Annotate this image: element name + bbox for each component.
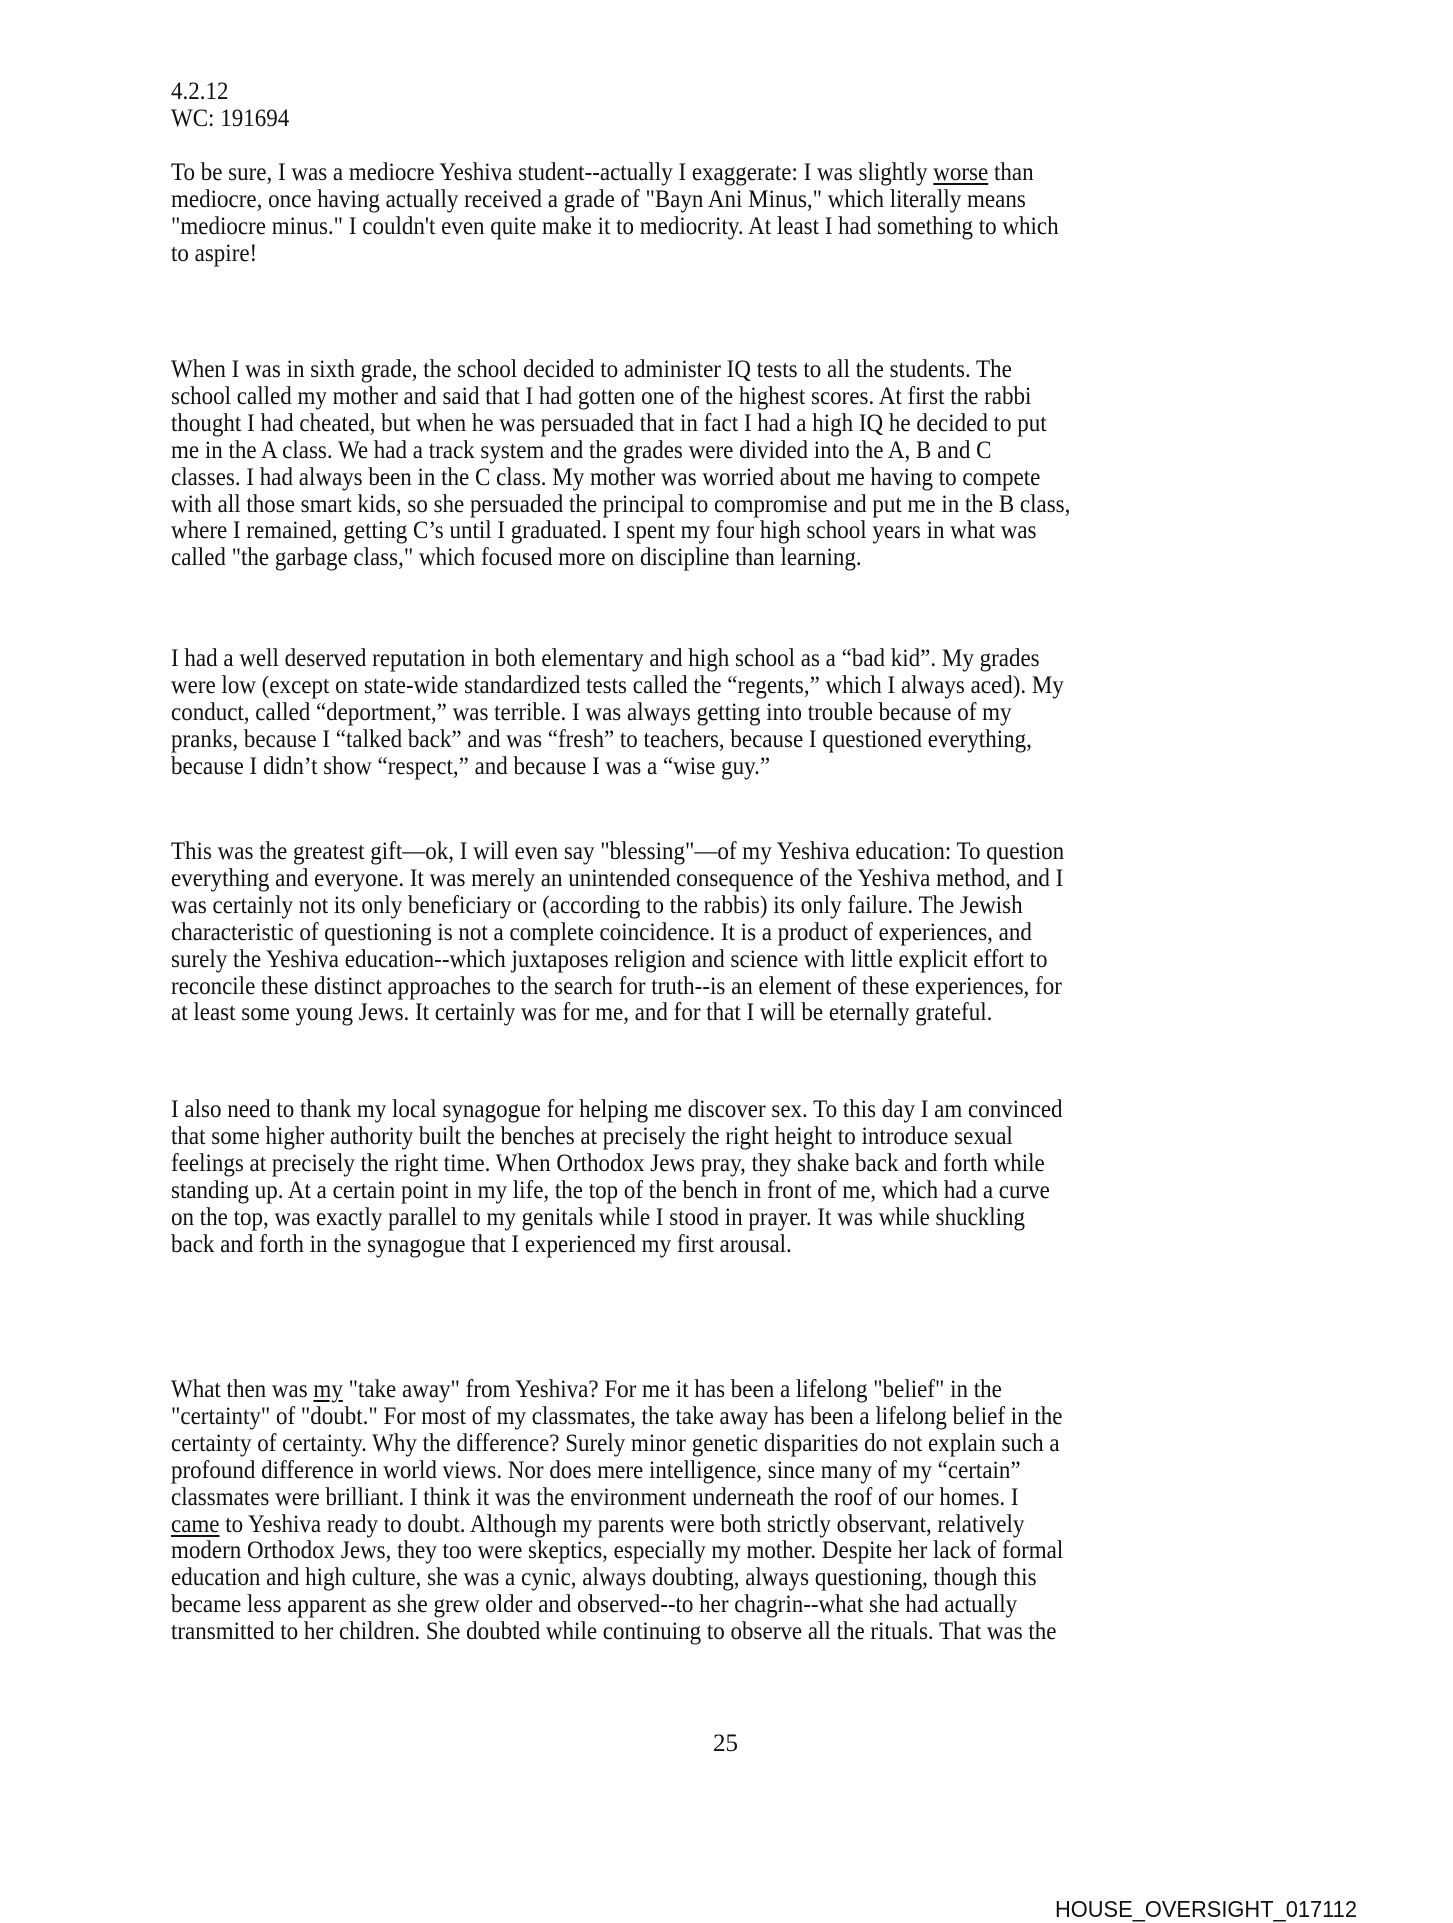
text-line	[171, 410, 1047, 437]
text-line	[171, 1204, 1025, 1231]
text-line	[171, 1484, 1019, 1511]
text-line	[171, 544, 862, 571]
page-number: 25	[713, 1730, 738, 1757]
text-line	[171, 213, 1059, 240]
word-count: WC: 191694	[171, 105, 290, 132]
text-line	[171, 892, 1023, 919]
bates-stamp: HOUSE_OVERSIGHT_017112	[1055, 1896, 1357, 1922]
text-line	[171, 1457, 1021, 1484]
text-line	[171, 699, 1011, 726]
text-segment: characteristic of questioning is not a complete coincidence. It is a product of experiences, and	[171, 918, 1032, 946]
text-segment: reconcile these distinct approaches to the search for truth--is an element of these experiences, for	[171, 972, 1062, 1000]
text-segment: to Yeshiva ready to doubt. Although my parents were both strictly observant, relatively	[219, 1510, 1025, 1538]
text-segment: mediocre, once having actually received a grade of "Bayn Ani Minus," which literally means	[171, 185, 1026, 213]
text-segment: me in the A class. We had a track system and the grades were divided into the A, B and C	[171, 436, 992, 464]
text-segment: back and forth in the synagogue that I experienced my first arousal.	[171, 1230, 792, 1258]
text-line	[171, 865, 1063, 892]
text-line	[171, 1177, 1050, 1204]
text-segment: standing up. At a certain point in my life, the top of the bench in front of me, which had a curve	[171, 1176, 1050, 1204]
text-line	[171, 919, 1032, 946]
text-segment: became less apparent as she grew older and observed--to her chagrin--what she had actually	[171, 1591, 1018, 1619]
text-segment: thought I had cheated, but when he was persuaded that in fact I had a high IQ he decided to put	[171, 409, 1047, 437]
text-line	[171, 1618, 1057, 1645]
text-segment: pranks, because I “talked back” and was “fresh” to teachers, because I questioned everything,	[171, 725, 1032, 753]
text-segment: I had a well deserved reputation in both elementary and high school as a “bad kid”. My grades	[171, 645, 1040, 672]
text-line	[171, 159, 1034, 186]
text-line	[171, 973, 1062, 1000]
text-line	[171, 1537, 1063, 1564]
text-segment: was certainly not its only beneficiary or (according to the rabbis) its only failure. The Jewish	[171, 891, 1023, 919]
text-segment: surely the Yeshiva education--which juxtaposes religion and science with little explicit effort to	[171, 945, 1048, 973]
text-line	[171, 383, 1031, 410]
text-segment: To be sure, I was a mediocre Yeshiva student--actually I exaggerate: I was slightly	[171, 159, 934, 186]
text-line	[171, 491, 1070, 518]
text-segment: I also need to thank my local synagogue for helping me discover sex. To this day I am convinced	[171, 1096, 1063, 1123]
text-line	[171, 1403, 1063, 1430]
text-line	[171, 1231, 792, 1258]
text-segment: "mediocre minus." I couldn't even quite make it to mediocrity. At least I had something to which	[171, 212, 1059, 240]
text-line	[171, 1096, 1063, 1123]
text-segment: on the top, was exactly parallel to my genitals while I stood in prayer. It was while shuckling	[171, 1203, 1026, 1231]
text-line	[171, 186, 1026, 213]
text-segment: modern Orthodox Jews, they too were skeptics, especially my mother. Despite her lack of formal	[171, 1537, 1064, 1565]
text-line	[171, 999, 992, 1026]
text-segment: This was the greatest gift—ok, I will even say "blessing"—of my Yeshiva education: To question	[171, 838, 1065, 865]
text-segment: What then was	[171, 1376, 314, 1403]
text-segment: that some higher authority built the benches at precisely the right height to introduce sexual	[171, 1122, 1013, 1150]
text-segment: feelings at precisely the right time. When Orthodox Jews pray, they shake back and forth while	[171, 1149, 1045, 1177]
text-segment: to aspire!	[171, 239, 258, 267]
text-segment: profound difference in world views. Nor does mere intelligence, since many of my “certain”	[171, 1456, 1021, 1484]
text-line	[171, 726, 1032, 753]
text-line	[171, 753, 770, 780]
document-date: 4.2.12	[171, 78, 229, 105]
text-segment: When I was in sixth grade, the school decided to administer IQ tests to all the students. The	[171, 356, 1012, 383]
text-line	[171, 1430, 1060, 1457]
text-line	[171, 517, 1036, 544]
text-segment: were low (except on state-wide standardized tests called the “regents,” which I always aced). My	[171, 671, 1064, 699]
text-line	[171, 240, 257, 267]
underlined-word: came	[171, 1510, 220, 1538]
text-segment: called "the garbage class," which focused more on discipline than learning.	[171, 544, 862, 572]
text-segment: transmitted to her children. She doubted while continuing to observe all the rituals. That was the	[171, 1618, 1057, 1646]
text-line	[171, 1564, 1037, 1591]
text-line	[171, 1123, 1013, 1150]
text-line	[171, 1591, 1017, 1618]
text-line	[171, 1376, 1002, 1403]
text-line	[171, 946, 1048, 973]
text-line	[171, 1150, 1045, 1177]
text-segment: "certainty" of "doubt." For most of my classmates, the take away has been a lifelong belief in the	[171, 1402, 1063, 1430]
text-segment: "take away" from Yeshiva? For me it has been a lifelong "belief" in the	[342, 1376, 1002, 1403]
text-segment: because I didn’t show “respect,” and because I was a “wise guy.”	[171, 752, 771, 780]
text-segment: conduct, called “deportment,” was terrible. I was always getting into trouble because of my	[171, 698, 1012, 726]
text-segment: than	[988, 159, 1034, 186]
text-line	[171, 645, 1040, 672]
text-segment: classes. I had always been in the C class. My mother was worried about me having to compete	[171, 463, 1041, 491]
text-segment: certainty of certainty. Why the difference? Surely minor genetic disparities do not explain such a	[171, 1429, 1060, 1457]
text-segment: everything and everyone. It was merely an unintended consequence of the Yeshiva method, and I	[171, 864, 1064, 892]
underlined-word: worse	[933, 159, 989, 186]
text-line	[171, 356, 1012, 383]
text-segment: with all those smart kids, so she persuaded the principal to compromise and put me in the B class,	[171, 490, 1071, 518]
text-line	[171, 672, 1064, 699]
text-line	[171, 838, 1064, 865]
text-line	[171, 437, 991, 464]
underlined-word: my	[313, 1376, 343, 1403]
text-line	[171, 464, 1040, 491]
text-segment: school called my mother and said that I had gotten one of the highest scores. At first the rabbi	[171, 382, 1032, 410]
text-line	[171, 1511, 1024, 1538]
text-segment: education and high culture, she was a cynic, always doubting, always questioning, though this	[171, 1564, 1037, 1592]
text-segment: where I remained, getting C’s until I graduated. I spent my four high school years in what was	[171, 517, 1037, 545]
text-segment: at least some young Jews. It certainly was for me, and for that I will be eternally grateful.	[171, 999, 993, 1027]
text-segment: classmates were brilliant. I think it was the environment underneath the roof of our homes. I	[171, 1483, 1019, 1511]
